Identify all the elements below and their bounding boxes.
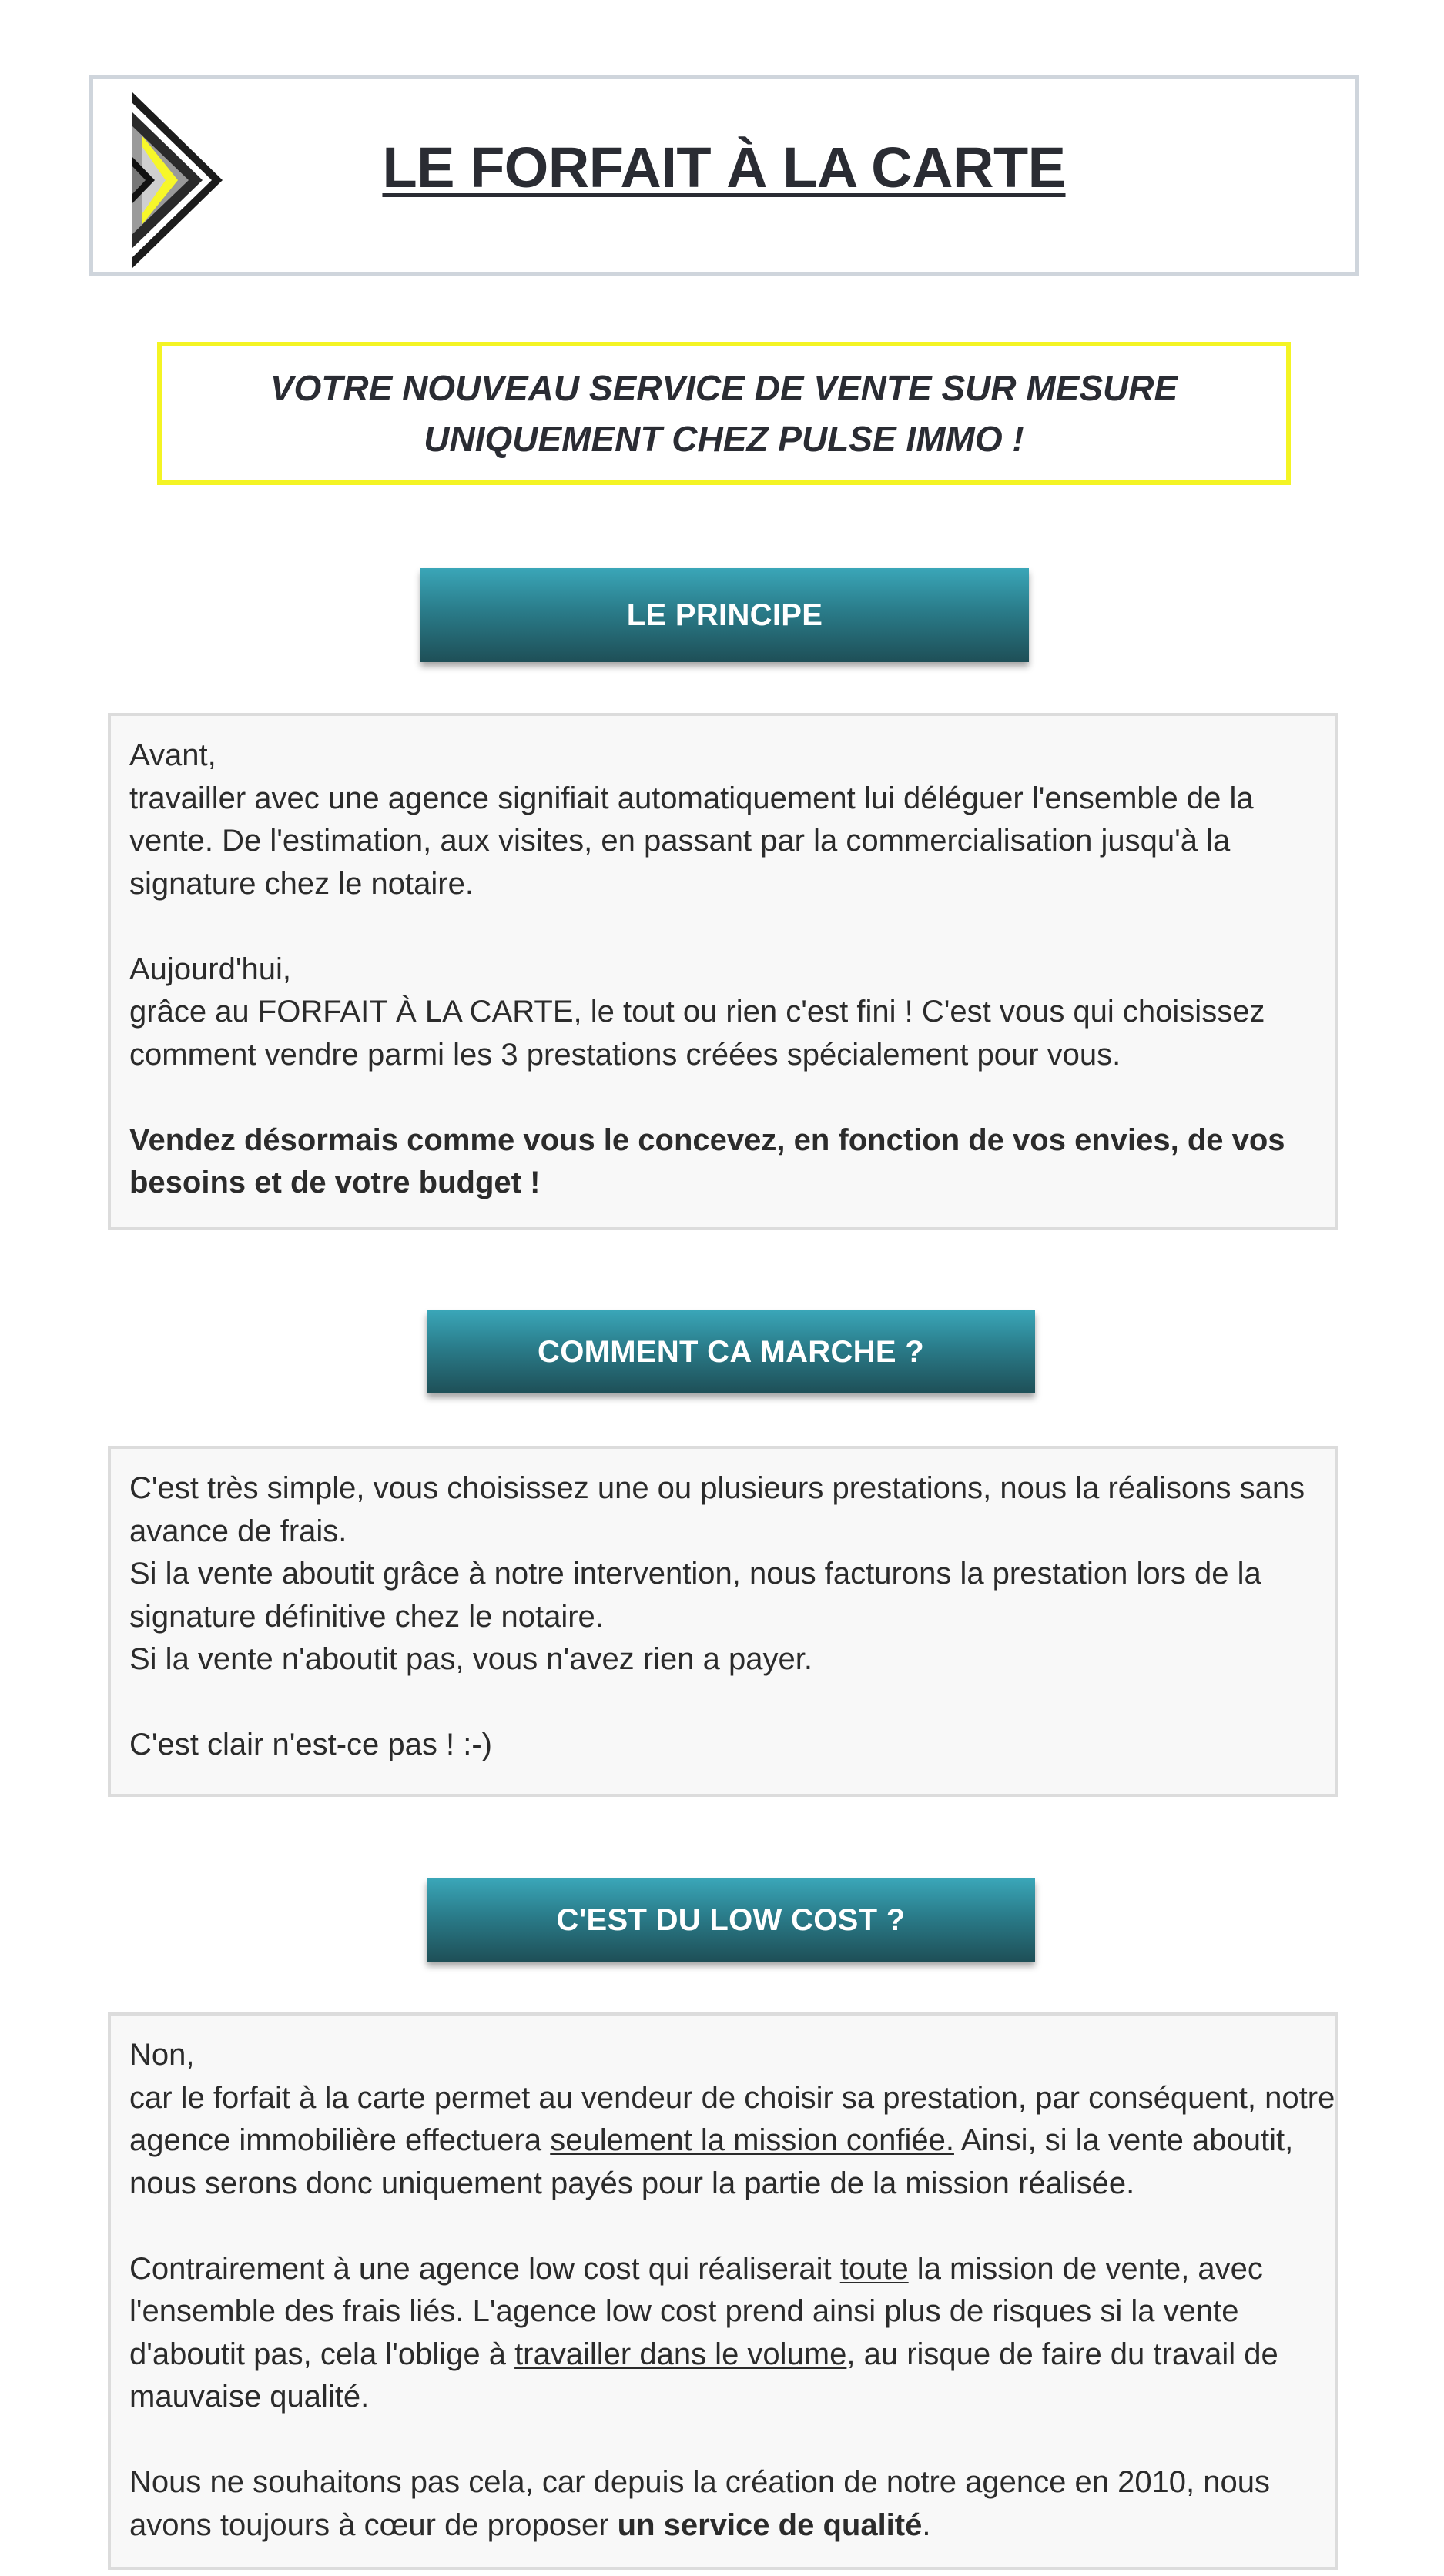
low-cost-paragraph-1: car le forfait à la carte permet au vendeur de choisir sa prestation, par conséquent, notre agence immobilière effectuera seulement la mission confiée. Ainsi, si la vente aboutit, nous serons donc uniquement payés pour la partie de la mission réalisée. [129, 2080, 1335, 2200]
low-cost-paragraph-2: Contrairement à une agence low cost qui réaliserait toute la mission de vente, avec l'ensemble des frais liés. L'agence low cost prend ainsi plus de risques si la vente d'aboutit pas, cela l'oblige à travailler dans le volume, au risque de faire du travail de mauvaise qualité. [129, 2251, 1278, 2414]
quality-emphasis: un service de qualité [617, 2507, 923, 2542]
low-cost-paragraph-3: Nous ne souhaitons pas cela, car depuis la création de notre agence en 2010, nous avons toujours à cœur de proposer un service de qualité. [129, 2465, 1271, 2542]
principe-label-today: Aujourd'hui, [129, 952, 291, 986]
underlined-toute: toute [839, 2251, 909, 2286]
principe-button[interactable]: LE PRINCIPE [420, 568, 1029, 662]
comment-line-3: Si la vente n'aboutit pas, vous n'avez rien a payer. [129, 1642, 812, 1676]
underlined-volume: travailler dans le volume [514, 2337, 847, 2371]
comment-line-2: Si la vente aboutit grâce à notre intervention, nous facturons la prestation lors de la signature définitive chez le notaire. [129, 1557, 1261, 1634]
page-title: LE FORFAIT À LA CARTE [382, 135, 1066, 199]
principe-text-before: travailler avec une agence signifiait automatiquement lui déléguer l'ensemble de la vente. De l'estimation, aux visites, en passant par la commercialisation jusqu'à la signature chez le notaire. [129, 781, 1254, 901]
comment-ca-marche-button[interactable]: COMMENT CA MARCHE ? [427, 1310, 1035, 1393]
comment-line-4: C'est clair n'est-ce pas ! :-) [129, 1728, 492, 1761]
principe-panel [108, 713, 1338, 1230]
tagline-box [157, 342, 1291, 485]
low-cost-label: Non, [129, 2038, 195, 2072]
underlined-mission: seulement la mission confiée. [550, 2123, 954, 2157]
header-banner [89, 75, 1359, 276]
comment-line-1: C'est très simple, vous choisissez une ou plusieurs prestations, nous la réalisons sans avance de frais. [129, 1471, 1305, 1548]
principe-label-before: Avant, [129, 738, 216, 772]
principe-emphasis: Vendez désormais comme vous le concevez, en fonction de vos envies, de vos besoins et de votre budget ! [129, 1122, 1285, 1199]
principe-text-today: grâce au FORFAIT À LA CARTE, le tout ou rien c'est fini ! C'est vous qui choisissez comment vendre parmi les 3 prestations créées spécialement pour vous. [129, 995, 1265, 1072]
low-cost-panel [108, 2012, 1338, 2570]
comment-panel [108, 1446, 1338, 1797]
tagline: VOTRE NOUVEAU SERVICE DE VENTE SUR MESURE UNIQUEMENT CHEZ PULSE IMMO ! [270, 368, 1178, 459]
low-cost-button[interactable]: C'EST DU LOW COST ? [427, 1878, 1035, 1962]
